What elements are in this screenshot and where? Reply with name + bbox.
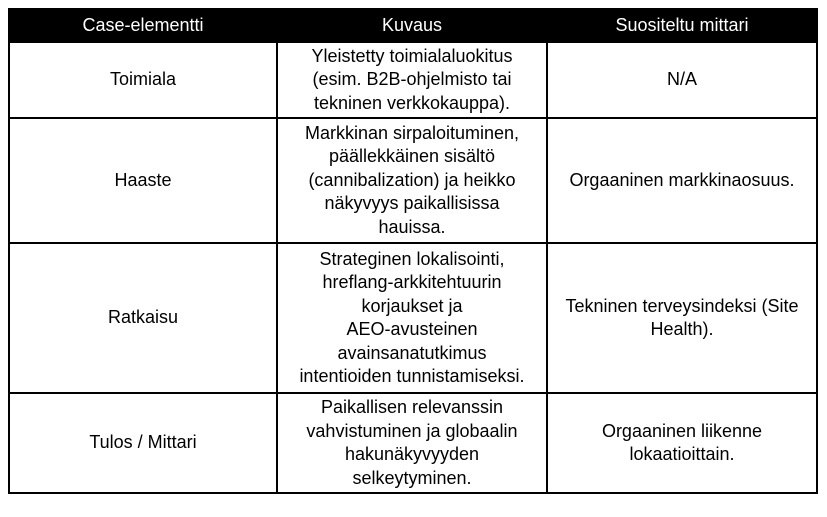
cell-element: Ratkaisu: [9, 243, 277, 393]
description-line: korjaukset ja: [361, 295, 463, 316]
description-line: Markkinan sirpaloituminen,: [304, 122, 520, 143]
table-row-ratkaisu: [9, 243, 817, 393]
description-line: tekninen verkkokauppa).: [313, 92, 511, 113]
metric-line: Tekninen terveysindeksi (Site: [565, 295, 799, 316]
description-line: (esim. B2B-ohjelmisto tai: [312, 69, 512, 90]
cell-metric: [547, 243, 817, 393]
description-line: näkyvyys paikallisissa: [324, 193, 500, 214]
header-case-element: Case-elementti: [9, 9, 277, 42]
cell-metric: [547, 42, 817, 118]
description-line: intentioiden tunnistamiseksi.: [299, 366, 525, 386]
description-line: Yleistetty toimialaluokitus: [311, 45, 513, 66]
metric-line: N/A: [666, 69, 697, 90]
description-line: (cannibalization) ja heikko: [308, 169, 516, 190]
metric-line: lokaatioittain.: [629, 444, 735, 464]
metric-line: Orgaaninen markkinaosuus.: [569, 169, 795, 190]
cell-element: Tulos / Mittari: [9, 393, 277, 493]
description-line: päällekkäinen sisältö: [328, 146, 496, 167]
metric-line: Orgaaninen liikenne: [601, 420, 763, 441]
description-line: avainsanatutkimus: [337, 342, 487, 363]
table-row-tulos-mittari: [9, 393, 817, 493]
case-table: [8, 8, 818, 494]
header-description: Kuvaus: [277, 9, 547, 42]
description-line: vahvistuminen ja globaalin: [306, 420, 518, 441]
description-line: Paikallisen relevanssin: [320, 397, 504, 417]
table-row-toimiala: [9, 42, 817, 118]
cell-metric: [547, 118, 817, 243]
cell-description: [277, 393, 547, 493]
description-line: selkeytyminen.: [352, 467, 472, 488]
description-line: hreflang-arkkitehtuurin: [322, 272, 502, 292]
table-row-haaste: [9, 118, 817, 243]
cell-element: Toimiala: [9, 42, 277, 118]
metric-line: Health).: [650, 319, 714, 339]
header-recommended-metric: Suositeltu mittari: [547, 9, 817, 42]
table-header-row: [9, 9, 817, 42]
description-line: Strateginen lokalisointi,: [319, 248, 505, 269]
description-line: hauissa.: [378, 216, 446, 237]
description-line: hakunäkyvyyden: [344, 444, 480, 464]
description-line: AEO-avusteinen: [346, 319, 478, 339]
cell-metric: [547, 393, 817, 493]
cell-description: [277, 118, 547, 243]
cell-element: Haaste: [9, 118, 277, 243]
cell-description: [277, 42, 547, 118]
cell-description: [277, 243, 547, 393]
